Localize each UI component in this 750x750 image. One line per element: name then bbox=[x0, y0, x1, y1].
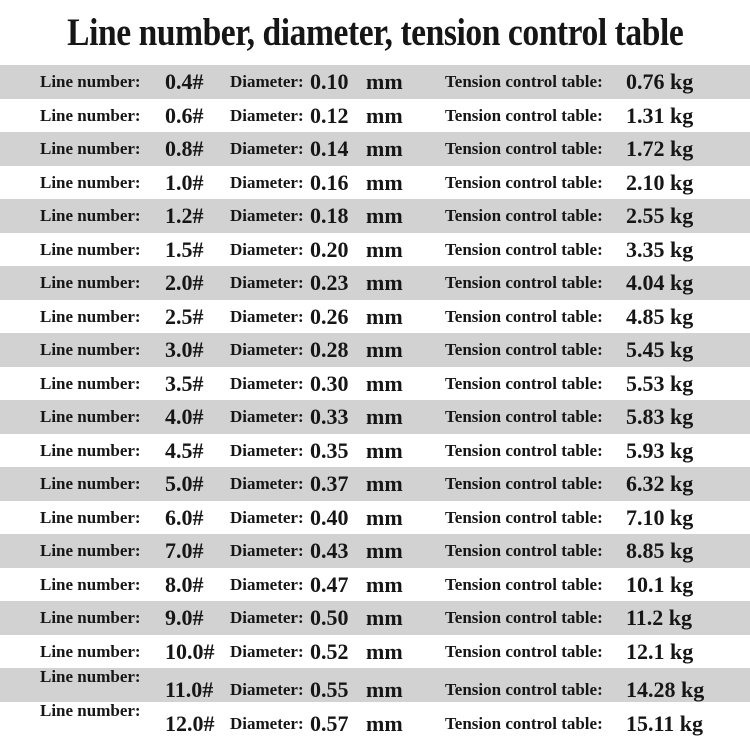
diameter-label: Diameter: bbox=[230, 574, 304, 594]
tension-value: 5.83 kg bbox=[626, 404, 694, 429]
line-number-label: Line number: bbox=[40, 574, 141, 594]
diameter-label: Diameter: bbox=[230, 680, 304, 699]
diameter-label: Diameter: bbox=[230, 373, 304, 393]
line-number-label: Line number: bbox=[40, 373, 141, 393]
line-number-value: 6.0# bbox=[165, 504, 204, 530]
line-number-label: Line number: bbox=[40, 641, 141, 661]
diameter-value: 0.37 mm bbox=[310, 471, 403, 496]
table-row bbox=[0, 534, 750, 568]
diameter-label: Diameter: bbox=[230, 105, 304, 125]
tension-label: Tension control table: bbox=[445, 373, 603, 393]
line-number-label: Line number: bbox=[40, 139, 141, 158]
tension-value: 10.1 kg bbox=[626, 571, 694, 597]
diameter-value: 0.16 mm bbox=[310, 169, 403, 195]
diameter-label: Diameter: bbox=[230, 608, 304, 627]
diameter-value: 0.30 mm bbox=[310, 370, 403, 396]
line-number-label: Line number: bbox=[40, 105, 141, 125]
table-row bbox=[0, 65, 750, 99]
diameter-label: Diameter: bbox=[230, 507, 304, 527]
line-number-value: 1.2# bbox=[165, 203, 204, 228]
tension-label: Tension control table: bbox=[445, 608, 603, 627]
tension-label: Tension control table: bbox=[445, 440, 603, 460]
line-number-value: 12.0# bbox=[165, 710, 215, 736]
table-row bbox=[0, 300, 750, 334]
line-number-label: Line number: bbox=[40, 172, 141, 192]
line-number-value: 0.4# bbox=[165, 69, 204, 94]
tension-value: 5.93 kg bbox=[626, 437, 694, 463]
diameter-value: 0.52 mm bbox=[310, 638, 403, 664]
tension-value: 5.53 kg bbox=[626, 370, 694, 396]
diameter-value: 0.50 mm bbox=[310, 605, 403, 630]
line-number-label: Line number: bbox=[40, 440, 141, 460]
diameter-value: 0.40 mm bbox=[310, 504, 403, 530]
tension-label: Tension control table: bbox=[445, 713, 603, 733]
line-number-label: Line number: bbox=[40, 608, 141, 627]
diameter-label: Diameter: bbox=[230, 273, 304, 292]
line-number-value: 4.0# bbox=[165, 404, 204, 429]
line-number-label: Line number: bbox=[40, 474, 141, 493]
table-row bbox=[0, 601, 750, 635]
tension-value: 1.72 kg bbox=[626, 136, 694, 161]
line-number-value: 11.0# bbox=[165, 677, 214, 702]
diameter-value: 0.28 mm bbox=[310, 337, 403, 362]
diameter-value: 0.12 mm bbox=[310, 102, 403, 128]
tension-label: Tension control table: bbox=[445, 541, 603, 560]
line-number-value: 8.0# bbox=[165, 571, 204, 597]
line-number-label: Line number: bbox=[40, 507, 141, 527]
table-row bbox=[0, 132, 750, 166]
table-row bbox=[0, 501, 750, 535]
diameter-value: 0.14 mm bbox=[310, 136, 403, 161]
line-number-label: Line number: bbox=[40, 273, 141, 292]
table-row bbox=[0, 702, 750, 736]
tension-label: Tension control table: bbox=[445, 172, 603, 192]
table-row bbox=[0, 233, 750, 267]
tension-value: 0.76 kg bbox=[626, 69, 694, 94]
line-number-value: 7.0# bbox=[165, 538, 204, 563]
table-row bbox=[0, 367, 750, 401]
table-row bbox=[0, 333, 750, 367]
line-number-value: 0.8# bbox=[165, 136, 204, 161]
table-row bbox=[0, 99, 750, 133]
line-number-value: 1.0# bbox=[165, 169, 204, 195]
line-number-label: Line number: bbox=[40, 667, 141, 686]
tension-label: Tension control table: bbox=[445, 407, 603, 426]
diameter-value: 0.23 mm bbox=[310, 270, 403, 295]
diameter-value: 0.55 mm bbox=[310, 677, 403, 702]
tension-value: 1.31 kg bbox=[626, 102, 694, 128]
tension-value: 6.32 kg bbox=[626, 471, 694, 496]
table-row bbox=[0, 467, 750, 501]
tension-value: 2.55 kg bbox=[626, 203, 694, 228]
diameter-value: 0.33 mm bbox=[310, 404, 403, 429]
tension-value: 12.1 kg bbox=[626, 638, 694, 664]
line-number-value: 0.6# bbox=[165, 102, 204, 128]
diameter-label: Diameter: bbox=[230, 474, 304, 493]
tension-value: 3.35 kg bbox=[626, 236, 694, 262]
line-number-value: 4.5# bbox=[165, 437, 204, 463]
tension-label: Tension control table: bbox=[445, 574, 603, 594]
tension-label: Tension control table: bbox=[445, 641, 603, 661]
diameter-label: Diameter: bbox=[230, 713, 304, 733]
table-row bbox=[0, 434, 750, 468]
tension-value: 15.11 kg bbox=[626, 710, 704, 736]
tension-value: 4.85 kg bbox=[626, 303, 694, 329]
line-number-value: 9.0# bbox=[165, 605, 204, 630]
diameter-value: 0.35 mm bbox=[310, 437, 403, 463]
tension-label: Tension control table: bbox=[445, 306, 603, 326]
line-number-label: Line number: bbox=[40, 206, 141, 225]
tension-label: Tension control table: bbox=[445, 139, 603, 158]
line-number-value: 2.5# bbox=[165, 303, 204, 329]
diameter-label: Diameter: bbox=[230, 72, 304, 91]
tension-value: 2.10 kg bbox=[626, 169, 694, 195]
diameter-value: 0.43 mm bbox=[310, 538, 403, 563]
tension-value: 7.10 kg bbox=[626, 504, 694, 530]
line-number-label: Line number: bbox=[40, 306, 141, 326]
diameter-value: 0.57 mm bbox=[310, 710, 403, 736]
page-title: Line number, diameter, tension control table bbox=[66, 11, 684, 54]
tension-label: Tension control table: bbox=[445, 507, 603, 527]
tension-label: Tension control table: bbox=[445, 340, 603, 359]
line-number-label: Line number: bbox=[40, 72, 141, 91]
line-number-value: 3.0# bbox=[165, 337, 204, 362]
diameter-label: Diameter: bbox=[230, 206, 304, 225]
table-row bbox=[0, 400, 750, 434]
title-bar bbox=[0, 0, 750, 65]
diameter-value: 0.47 mm bbox=[310, 571, 403, 597]
line-number-label: Line number: bbox=[40, 541, 141, 560]
tension-label: Tension control table: bbox=[445, 206, 603, 225]
tension-value: 11.2 kg bbox=[626, 605, 693, 630]
line-number-label: Line number: bbox=[40, 700, 141, 720]
tension-value: 14.28 kg bbox=[626, 677, 705, 702]
tension-label: Tension control table: bbox=[445, 239, 603, 259]
table-row bbox=[0, 266, 750, 300]
tension-label: Tension control table: bbox=[445, 273, 603, 292]
diameter-value: 0.26 mm bbox=[310, 303, 403, 329]
line-number-value: 10.0# bbox=[165, 638, 215, 664]
diameter-value: 0.18 mm bbox=[310, 203, 403, 228]
diameter-label: Diameter: bbox=[230, 340, 304, 359]
tension-value: 8.85 kg bbox=[626, 538, 694, 563]
tension-label: Tension control table: bbox=[445, 105, 603, 125]
line-number-value: 3.5# bbox=[165, 370, 204, 396]
tension-value: 5.45 kg bbox=[626, 337, 694, 362]
table-row bbox=[0, 166, 750, 200]
diameter-label: Diameter: bbox=[230, 139, 304, 158]
diameter-value: 0.10 mm bbox=[310, 69, 403, 94]
table-row bbox=[0, 568, 750, 602]
tension-value: 4.04 kg bbox=[626, 270, 694, 295]
tension-label: Tension control table: bbox=[445, 680, 603, 699]
diameter-label: Diameter: bbox=[230, 239, 304, 259]
diameter-label: Diameter: bbox=[230, 641, 304, 661]
line-number-label: Line number: bbox=[40, 340, 141, 359]
diameter-label: Diameter: bbox=[230, 306, 304, 326]
tension-label: Tension control table: bbox=[445, 474, 603, 493]
line-number-value: 5.0# bbox=[165, 471, 204, 496]
line-number-label: Line number: bbox=[40, 239, 141, 259]
tension-label: Tension control table: bbox=[445, 72, 603, 91]
diameter-label: Diameter: bbox=[230, 407, 304, 426]
line-number-value: 2.0# bbox=[165, 270, 204, 295]
diameter-label: Diameter: bbox=[230, 541, 304, 560]
diameter-label: Diameter: bbox=[230, 172, 304, 192]
diameter-value: 0.20 mm bbox=[310, 236, 403, 262]
line-number-label: Line number: bbox=[40, 407, 141, 426]
table-row bbox=[0, 199, 750, 233]
diameter-label: Diameter: bbox=[230, 440, 304, 460]
spec-table bbox=[0, 65, 750, 735]
line-number-value: 1.5# bbox=[165, 236, 204, 262]
